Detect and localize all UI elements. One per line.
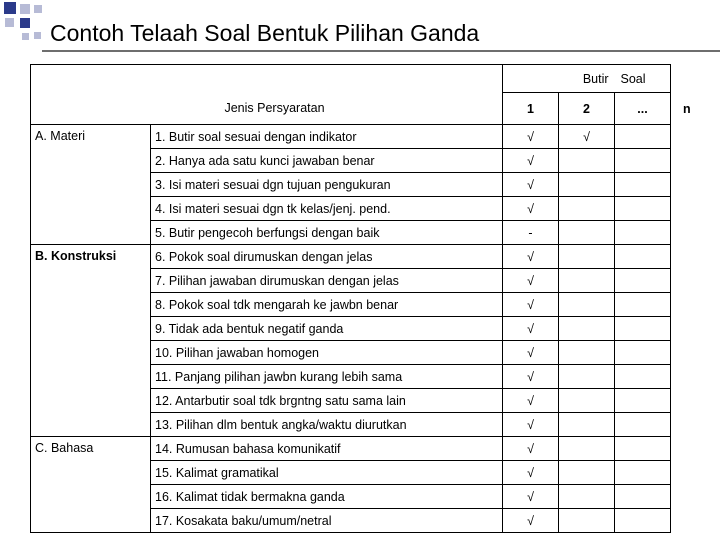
- soal-header: Soal: [615, 65, 671, 93]
- check-cell-2: [559, 149, 615, 173]
- butir-header: Butir: [503, 65, 615, 93]
- category-label: B. Konstruksi: [31, 245, 151, 437]
- header-row-bottom: [31, 93, 703, 125]
- category-label: A. Materi: [31, 125, 151, 245]
- check-cell-ellipsis: [615, 197, 671, 221]
- requirement-text: 4. Isi materi sesuai dgn tk kelas/jenj. pend.: [151, 197, 503, 221]
- deco-square: [34, 5, 42, 13]
- deco-square: [4, 2, 16, 14]
- check-cell-ellipsis: [615, 149, 671, 173]
- check-cell-2: [559, 293, 615, 317]
- requirement-text: 3. Isi materi sesuai dgn tujuan pengukuran: [151, 173, 503, 197]
- check-cell-n: [671, 365, 703, 389]
- check-cell-1: √: [503, 341, 559, 365]
- check-cell-1: √: [503, 173, 559, 197]
- col-label-2: 2: [559, 93, 615, 125]
- check-cell-1: -: [503, 221, 559, 245]
- requirement-text: 11. Panjang pilihan jawbn kurang lebih sama: [151, 365, 503, 389]
- check-cell-n: [671, 125, 703, 149]
- check-cell-1: √: [503, 437, 559, 461]
- requirement-text: 6. Pokok soal dirumuskan dengan jelas: [151, 245, 503, 269]
- requirement-text: 8. Pokok soal tdk mengarah ke jawbn benar: [151, 293, 503, 317]
- requirement-text: 5. Butir pengecoh berfungsi dengan baik: [151, 221, 503, 245]
- check-cell-1: √: [503, 125, 559, 149]
- check-cell-2: [559, 509, 615, 533]
- header-row-top: [31, 65, 703, 93]
- check-cell-2: [559, 221, 615, 245]
- requirement-text: 17. Kosakata baku/umum/netral: [151, 509, 503, 533]
- requirement-text: 15. Kalimat gramatikal: [151, 461, 503, 485]
- check-cell-n: [671, 317, 703, 341]
- check-cell-n: [671, 509, 703, 533]
- table-row: [31, 245, 703, 269]
- check-cell-n: [671, 293, 703, 317]
- check-cell-n: [671, 245, 703, 269]
- table-row: [31, 437, 703, 461]
- check-cell-2: [559, 245, 615, 269]
- check-cell-ellipsis: [615, 485, 671, 509]
- requirement-text: 9. Tidak ada bentuk negatif ganda: [151, 317, 503, 341]
- requirement-text: 1. Butir soal sesuai dengan indikator: [151, 125, 503, 149]
- requirement-text: 14. Rumusan bahasa komunikatif: [151, 437, 503, 461]
- check-cell-2: √: [559, 125, 615, 149]
- check-cell-2: [559, 269, 615, 293]
- check-cell-ellipsis: [615, 461, 671, 485]
- check-cell-n: [671, 173, 703, 197]
- deco-square: [5, 18, 14, 27]
- check-cell-ellipsis: [615, 245, 671, 269]
- check-cell-ellipsis: [615, 365, 671, 389]
- deco-square: [34, 32, 41, 39]
- check-cell-1: √: [503, 293, 559, 317]
- check-cell-1: √: [503, 509, 559, 533]
- check-cell-n: [671, 437, 703, 461]
- check-cell-1: √: [503, 269, 559, 293]
- header-blank: [31, 65, 503, 93]
- check-cell-1: √: [503, 197, 559, 221]
- check-cell-2: [559, 365, 615, 389]
- check-cell-2: [559, 341, 615, 365]
- check-cell-ellipsis: [615, 125, 671, 149]
- check-cell-n: [671, 221, 703, 245]
- check-cell-ellipsis: [615, 509, 671, 533]
- check-cell-2: [559, 485, 615, 509]
- check-cell-1: √: [503, 149, 559, 173]
- check-cell-n: [671, 461, 703, 485]
- check-cell-1: √: [503, 245, 559, 269]
- check-cell-ellipsis: [615, 341, 671, 365]
- title-underline: [42, 50, 720, 52]
- check-cell-1: √: [503, 413, 559, 437]
- check-cell-2: [559, 437, 615, 461]
- deco-square: [20, 18, 30, 28]
- table-row: [31, 125, 703, 149]
- check-cell-ellipsis: [615, 389, 671, 413]
- check-cell-2: [559, 389, 615, 413]
- check-cell-1: √: [503, 389, 559, 413]
- check-cell-ellipsis: [615, 173, 671, 197]
- requirement-text: 10. Pilihan jawaban homogen: [151, 341, 503, 365]
- requirement-text: 7. Pilihan jawaban dirumuskan dengan jelas: [151, 269, 503, 293]
- check-cell-ellipsis: [615, 413, 671, 437]
- check-cell-ellipsis: [615, 269, 671, 293]
- check-cell-ellipsis: [615, 293, 671, 317]
- header-blank-right: [671, 65, 703, 93]
- col-label-n: n: [671, 93, 703, 125]
- check-cell-n: [671, 341, 703, 365]
- check-cell-2: [559, 461, 615, 485]
- col-label-ellipsis: ...: [615, 93, 671, 125]
- review-table: [30, 64, 703, 533]
- check-cell-2: [559, 317, 615, 341]
- col-label-1: 1: [503, 93, 559, 125]
- category-label: C. Bahasa: [31, 437, 151, 533]
- check-cell-n: [671, 413, 703, 437]
- check-cell-2: [559, 413, 615, 437]
- check-cell-1: √: [503, 461, 559, 485]
- page-title: Contoh Telaah Soal Bentuk Pilihan Ganda: [50, 20, 480, 46]
- requirement-text: 16. Kalimat tidak bermakna ganda: [151, 485, 503, 509]
- check-cell-1: √: [503, 485, 559, 509]
- check-cell-1: √: [503, 365, 559, 389]
- check-cell-ellipsis: [615, 317, 671, 341]
- check-cell-2: [559, 197, 615, 221]
- requirement-text: 12. Antarbutir soal tdk brgntng satu sama lain: [151, 389, 503, 413]
- check-cell-ellipsis: [615, 221, 671, 245]
- jenis-persyaratan-header: Jenis Persyaratan: [31, 93, 503, 125]
- check-cell-n: [671, 389, 703, 413]
- check-cell-n: [671, 269, 703, 293]
- check-cell-n: [671, 197, 703, 221]
- check-cell-n: [671, 485, 703, 509]
- check-cell-2: [559, 173, 615, 197]
- requirement-text: 13. Pilihan dlm bentuk angka/waktu diurutkan: [151, 413, 503, 437]
- check-cell-1: √: [503, 317, 559, 341]
- requirement-text: 2. Hanya ada satu kunci jawaban benar: [151, 149, 503, 173]
- deco-square: [22, 33, 29, 40]
- check-cell-ellipsis: [615, 437, 671, 461]
- deco-square: [20, 4, 30, 14]
- check-cell-n: [671, 149, 703, 173]
